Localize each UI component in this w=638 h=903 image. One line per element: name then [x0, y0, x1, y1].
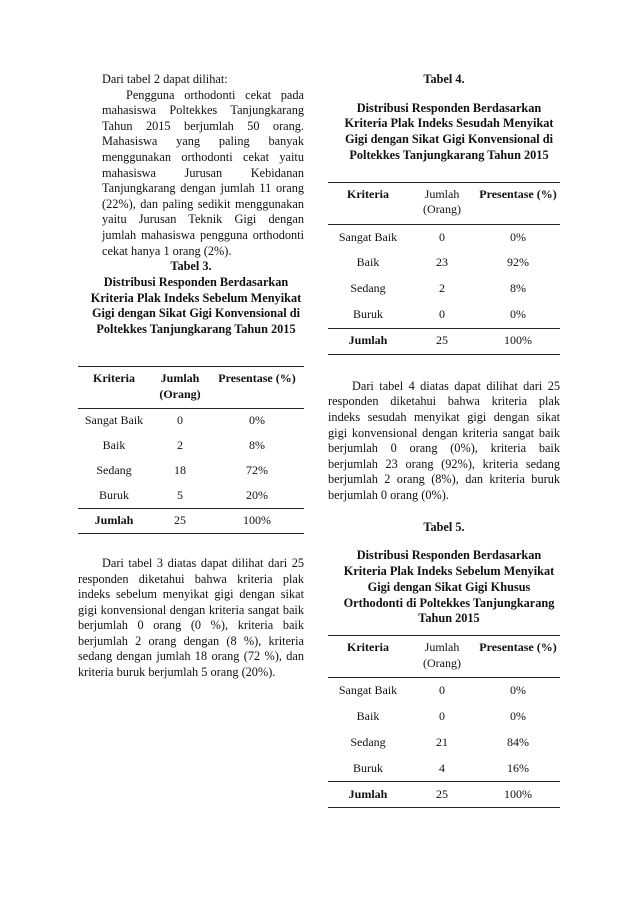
table3-header-criteria: Kriteria [93, 370, 135, 385]
table-cell: 23 [436, 255, 448, 270]
table-cell: 0% [510, 683, 526, 698]
table-row [78, 483, 304, 508]
table-cell: Baik [356, 708, 380, 723]
table4-description-text: Dari tabel 4 diatas dapat dilihat dari 25 responden diketahui bahwa kriteria plak indeks sesudah menyikat gigi dengan sikat gigi konvensional dengan kriteria sangat baik berjumlah 0 orang (0%), kriteria baik berjumlah 23 orang (92%), kriteria sedang berjumlah 2 orang (8%), dan kriteria buruk berjumlah 0 orang (0%). [328, 378, 560, 502]
table-row [328, 302, 560, 328]
table-cell: 72% [246, 463, 268, 478]
table-cell: Buruk [353, 307, 383, 322]
table-cell: Jumlah [94, 513, 134, 528]
table5-total-row [328, 782, 560, 808]
table-cell: 0 [439, 307, 445, 322]
table4-total-row [328, 328, 560, 354]
table-cell: 0 [439, 683, 445, 698]
table3 [78, 366, 304, 534]
table5-header-criteria: Kriteria [347, 640, 389, 655]
table-cell: Buruk [353, 760, 383, 775]
intro-line: Dari tabel 2 dapat dilihat: [102, 72, 228, 86]
table-cell: 92% [507, 255, 529, 270]
table-cell: 18 [174, 463, 186, 478]
table-row [328, 756, 560, 782]
table-cell: 0% [249, 413, 265, 428]
table4-description [328, 379, 560, 504]
table4-header-percent: Presentase (%) [479, 186, 557, 201]
table-cell: 100% [504, 786, 532, 801]
table-cell: 25 [436, 333, 448, 348]
table-cell: Baik [356, 255, 380, 270]
table4-header-count: Jumlah (Orang) [423, 186, 461, 217]
table-cell: 0 [177, 413, 183, 428]
table-cell: 100% [504, 333, 532, 348]
table-cell: 0% [510, 229, 526, 244]
table-cell: 8% [249, 438, 265, 453]
table-cell: Sedang [350, 281, 386, 296]
table-row [78, 408, 304, 433]
table3-description [78, 556, 304, 681]
table-cell: 25 [174, 513, 186, 528]
table4 [328, 182, 560, 355]
table4-header-criteria: Kriteria [347, 186, 389, 201]
table3-header-row [78, 366, 304, 408]
table-row [328, 276, 560, 302]
table-cell: Buruk [99, 487, 129, 502]
table3-header-count: Jumlah (Orang) [159, 370, 201, 401]
table-cell: 20% [246, 487, 268, 502]
table-cell: 0% [510, 307, 526, 322]
table5-header-percent: Presentase (%) [479, 640, 557, 655]
table3-total-row [78, 508, 304, 533]
table-row [78, 433, 304, 458]
table-row [328, 704, 560, 730]
table-cell: 0% [510, 708, 526, 723]
table-cell: 4 [439, 760, 445, 775]
table-cell: 21 [436, 734, 448, 749]
table-cell: 0 [439, 229, 445, 244]
table5-header-count: Jumlah (Orang) [423, 640, 461, 670]
table3-header-percent: Presentase (%) [218, 370, 296, 385]
table-cell: 8% [510, 281, 526, 296]
table3-label: Tabel 3. [170, 259, 212, 274]
table-cell: Sangat Baik [338, 683, 398, 698]
table-cell: Jumlah [348, 786, 388, 801]
table-cell: 25 [436, 786, 448, 801]
table-cell: Sangat Baik [84, 413, 144, 428]
table-cell: Baik [102, 438, 126, 453]
intro-paragraph [78, 88, 304, 260]
table4-label: Tabel 4. [423, 72, 465, 86]
table-cell: 2 [177, 438, 183, 453]
table-cell: 2 [439, 281, 445, 296]
table5-caption: Distribusi Responden Berdasarkan Kriteria Plak Indeks Sebelum Menyikat Gigi dengan Sikat Gigi Khusus Orthodonti di Poltekkes Tanjungkarang Tahun 2015 [343, 548, 555, 626]
table5-label: Tabel 5. [423, 519, 465, 534]
right-column [328, 72, 560, 808]
table3-description-text: Dari tabel 3 diatas dapat dilihat dari 25 responden diketahui bahwa kriteria plak indeks sebelum menyikat gigi dengan sikat gigi konvensional dengan kriteria sangat baik berjumlah 0 orang (0 %), kriteria baik berjumlah 2 orang dengan (8 %), kriteria sedang dengan jumlah 18 orang (72 %), dan kriteria buruk berjumlah 5 orang (20%). [78, 555, 304, 680]
table-cell: Sedang [350, 734, 386, 749]
intro-paragraph-text: Pengguna orthodonti cekat pada mahasiswa Poltekkes Tanjungkarang Tahun 2015 berjumlah 50 orang. Mahasiswa yang paling banyak menggunakan orthodonti cekat yaitu mahasiswa Jurusan Kebidanan Tanjungkarang dengan jumlah 11 orang (22%), dan paling sedikit menggunakan yaitu Jurusan Teknik Gigi dengan jumlah mahasiswa pengguna orthodonti cekat hanya 1 orang (2%). [102, 87, 304, 258]
table-row [328, 678, 560, 704]
table-cell: 5 [177, 487, 183, 502]
table-cell: Sedang [96, 463, 132, 478]
table-row [328, 250, 560, 276]
table5-header-row [328, 636, 560, 678]
left-column [78, 72, 304, 681]
table-row [78, 458, 304, 483]
table5 [328, 635, 560, 808]
table-row [328, 224, 560, 250]
table-cell: Jumlah [348, 333, 388, 348]
table-row [328, 730, 560, 756]
table-cell: 16% [507, 760, 529, 775]
table-cell: 84% [507, 734, 529, 749]
table4-header-row [328, 182, 560, 224]
table4-caption: Distribusi Responden Berdasarkan Kriteria Plak Indeks Sesudah Menyikat Gigi dengan Sikat Gigi Konvensional di Poltekkes Tanjungkarang Tahun 2015 [344, 100, 554, 162]
table-cell: 100% [243, 513, 271, 528]
table3-caption: Distribusi Responden Berdasarkan Kriteria Plak Indeks Sebelum Menyikat Gigi dengan Sikat Gigi Konvensional di Poltekkes Tanjungkarang Tahun 2015 [90, 274, 302, 337]
table-cell: Sangat Baik [338, 229, 398, 244]
table-cell: 0 [439, 708, 445, 723]
